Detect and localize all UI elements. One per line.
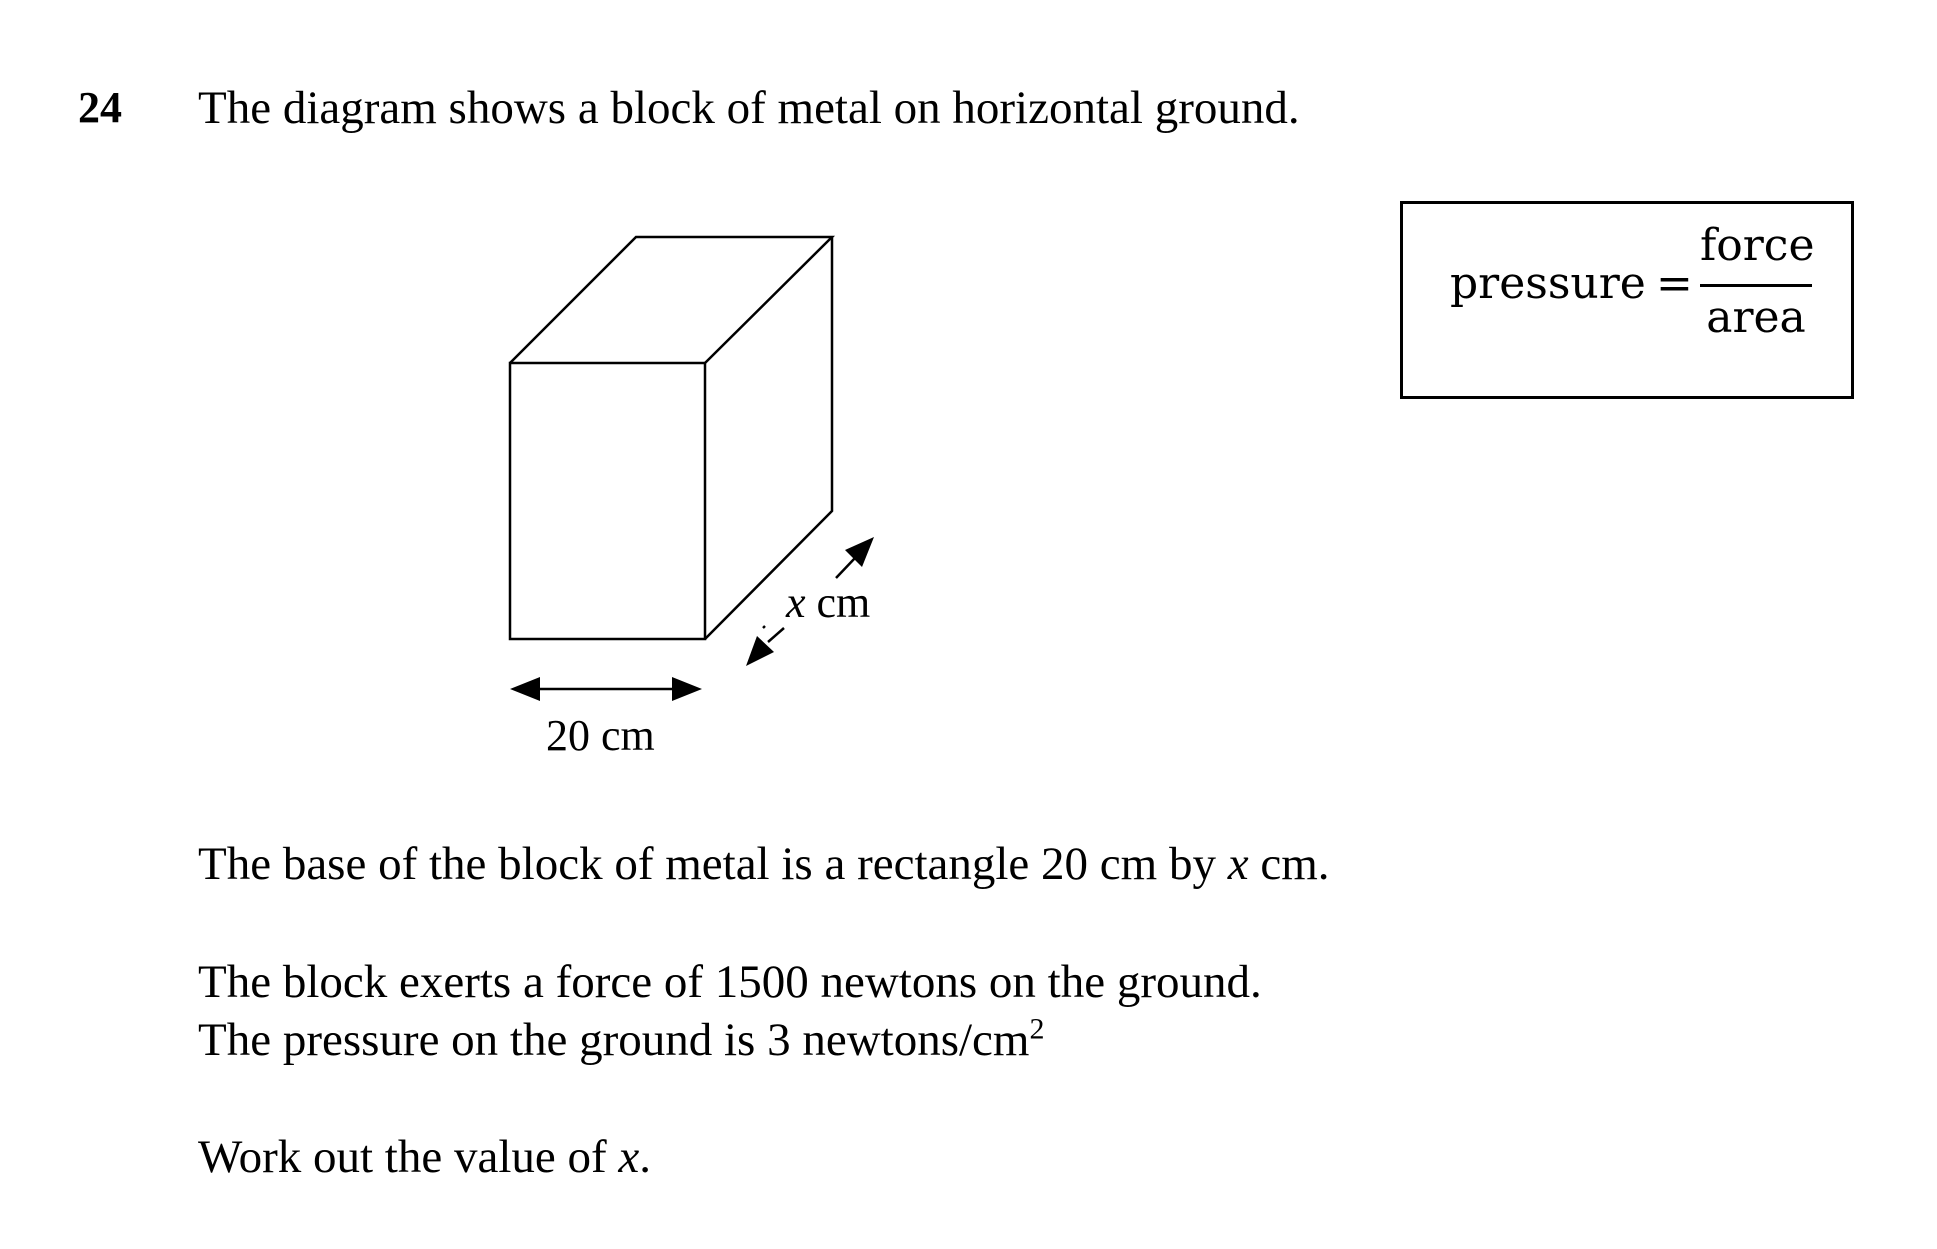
formula-equals: = (1656, 258, 1693, 309)
task-text-pre: Work out the value of (198, 1131, 619, 1183)
depth-arrow-lower (746, 626, 784, 666)
task-variable: x (618, 1131, 640, 1183)
depth-label (786, 576, 870, 630)
depth-arrow-upper (836, 537, 874, 578)
task-text-post: . (639, 1131, 652, 1183)
pressure-statement (198, 1011, 1044, 1069)
question-intro: The diagram shows a block of metal on horizontal ground. (198, 82, 1300, 134)
depth-unit: cm (805, 578, 871, 627)
base-statement (198, 835, 1330, 893)
block-top-face (510, 237, 832, 363)
base-text-pre: The base of the block of metal is a rectangle 20 cm by (198, 838, 1228, 890)
width-label: 20 cm (546, 711, 655, 760)
depth-variable: x (786, 578, 806, 627)
block-front-face (510, 363, 705, 639)
formula-lhs: pressure (1450, 258, 1646, 309)
base-text-post: cm. (1248, 838, 1330, 890)
formula-denominator: area (1706, 292, 1806, 343)
task-statement (198, 1128, 651, 1186)
block-outline (510, 237, 832, 639)
force-statement: The block exerts a force of 1500 newtons on the ground. (198, 956, 1262, 1008)
formula-numerator: force (1700, 220, 1815, 271)
question-number: 24 (78, 83, 122, 132)
pressure-text: The pressure on the ground is 3 newtons/cm (198, 1014, 1030, 1066)
pressure-exponent: 2 (1029, 1012, 1045, 1046)
width-arrow (510, 677, 702, 701)
base-variable: x (1227, 838, 1249, 890)
